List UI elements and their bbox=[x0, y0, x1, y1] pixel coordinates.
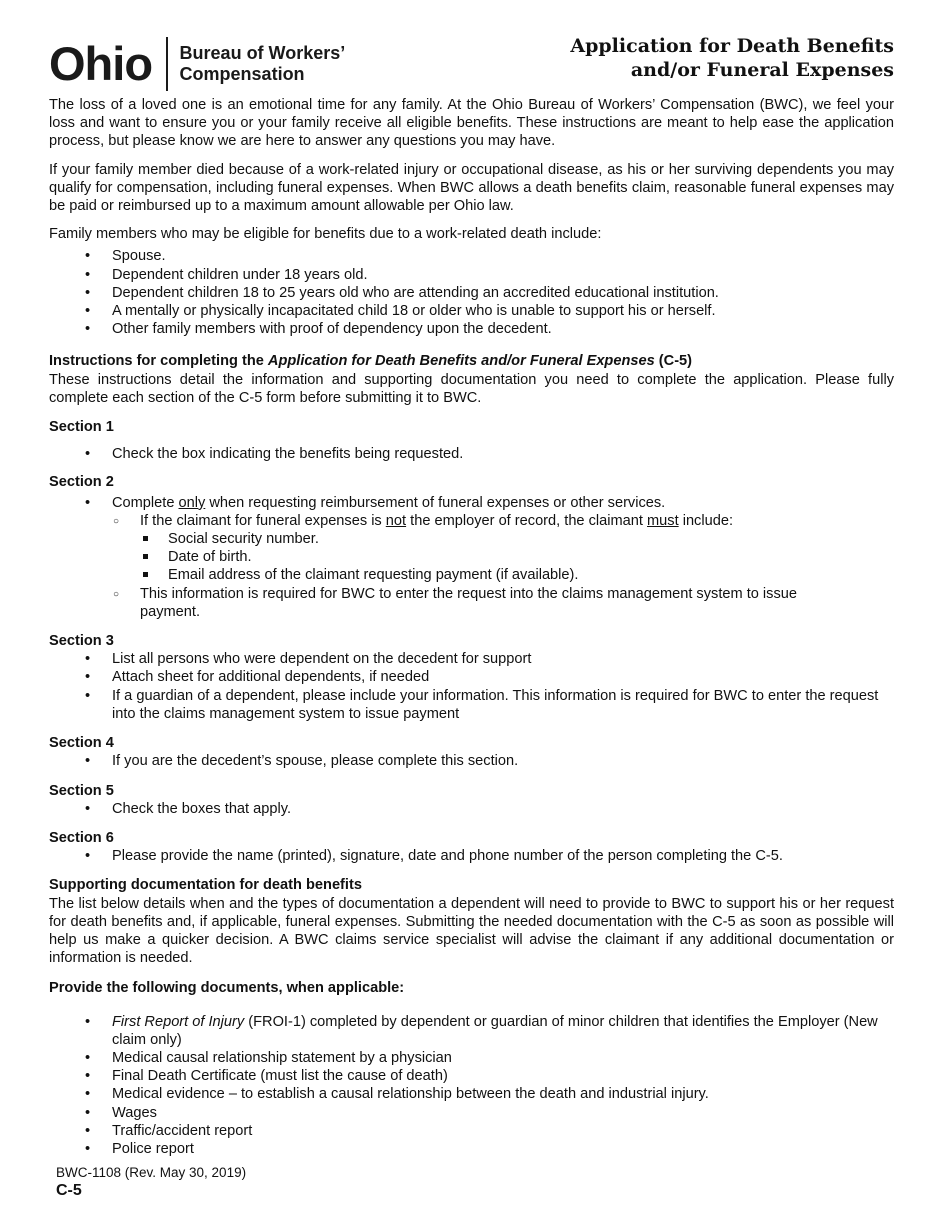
list-item: • If a guardian of a dependent, please include your information. This information is required for BWC to enter the request into the claims management system to issue payment bbox=[49, 687, 894, 723]
list-item: • Final Death Certificate (must list the cause of death) bbox=[49, 1067, 894, 1085]
list-item: • Medical evidence – to establish a causal relationship between the death and industrial injury. bbox=[49, 1085, 894, 1103]
intro-paragraph-1: The loss of a loved one is an emotional time for any family. At the Ohio Bureau of Workers’ Compensation (BWC), we feel your loss and want to ensure you or your family receive all eligible benefits. These instructions are meant to help ease the application process, but please know we are here to answer any questions you may have. bbox=[49, 97, 894, 150]
eligible-list bbox=[49, 247, 894, 338]
section-6-list bbox=[49, 847, 894, 865]
list-item: Date of birth. bbox=[49, 548, 894, 566]
instructions-body: These instructions detail the information and supporting documentation you need to complete the application. Please fully complete each section of the C-5 form before submitting it to BWC. bbox=[49, 371, 894, 406]
section-5-list bbox=[49, 800, 894, 818]
section-1-list bbox=[49, 445, 894, 463]
section-4-title: Section 4 bbox=[49, 735, 114, 752]
list-item: Email address of the claimant requesting payment (if available). bbox=[49, 566, 894, 584]
list-item: • Dependent children under 18 years old. bbox=[49, 266, 894, 284]
list-item: • List all persons who were dependent on the decedent for support bbox=[49, 650, 894, 668]
section-3-title: Section 3 bbox=[49, 633, 114, 650]
logo-bureau-name: Bureau of Workers’ Compensation bbox=[179, 43, 346, 84]
intro-paragraph-2: If your family member died because of a work-related injury or occupational disease, as his or her surviving dependents you may qualify for compensation, including funeral expenses. When BWC allows a death benefits claim, reasonable funeral expenses may be paid or reimbursed up to a maximum amount allowable per Ohio law. bbox=[49, 161, 894, 215]
list-item: • If you are the decedent’s spouse, please complete this section. bbox=[49, 752, 894, 770]
list-item: • Attach sheet for additional dependents, if needed bbox=[49, 668, 894, 686]
section-2-list bbox=[49, 494, 894, 512]
list-item: • A mentally or physically incapacitated child 18 or older who is unable to support his or herself. bbox=[49, 302, 894, 320]
list-item: • Medical causal relationship statement by a physician bbox=[49, 1049, 894, 1067]
section-2-note bbox=[49, 585, 894, 621]
document-page bbox=[49, 0, 894, 1166]
section-2-sublist bbox=[49, 512, 894, 530]
list-item: • Traffic/accident report bbox=[49, 1122, 894, 1140]
provide-heading: Provide the following documents, when applicable: bbox=[49, 980, 405, 997]
list-item: ○ This information is required for BWC to enter the request into the claims management system to issue payment. bbox=[49, 585, 844, 621]
documents-list bbox=[49, 1013, 894, 1159]
list-item: • Wages bbox=[49, 1104, 894, 1122]
section-1-title: Section 1 bbox=[49, 419, 114, 436]
list-item: • Dependent children 18 to 25 years old who are attending an accredited educational institution. bbox=[49, 284, 894, 302]
list-item: • Please provide the name (printed), signature, date and phone number of the person completing the C-5. bbox=[49, 847, 894, 865]
list-item: • Spouse. bbox=[49, 247, 894, 265]
list-item: • First Report of Injury (FROI-1) completed by dependent or guardian of minor children that identifies the Employer (New claim only) bbox=[49, 1013, 894, 1049]
list-item: • Check the boxes that apply. bbox=[49, 800, 894, 818]
section-6-title: Section 6 bbox=[49, 829, 114, 846]
form-id: C-5 bbox=[56, 1182, 82, 1199]
section-3-list bbox=[49, 650, 894, 723]
instructions-heading: Instructions for completing the Application for Death Benefits and/or Funeral Expenses (C-5) bbox=[49, 353, 693, 370]
logo-wordmark: Ohio bbox=[49, 37, 153, 90]
ohio-bwc-logo bbox=[49, 36, 345, 92]
section-5-title: Section 5 bbox=[49, 782, 114, 799]
list-item: • Police report bbox=[49, 1140, 894, 1158]
page-header bbox=[49, 0, 894, 96]
section-4-list bbox=[49, 752, 894, 770]
supporting-body: The list below details when and the types of documentation a dependent will need to provide to BWC to support his or her request for death benefits and, if applicable, funeral expenses. Submitting the needed documentation with the C-5 as soon as possible will help us make a quicker decision. A BWC claims service specialist will advise the claimant if any additional documentation or information is needed. bbox=[49, 895, 894, 967]
form-number: BWC-1108 (Rev. May 30, 2019) bbox=[56, 1165, 247, 1180]
list-item: Social security number. bbox=[49, 530, 894, 548]
document-title: Application for Death Benefits and/or Funeral Expenses bbox=[570, 35, 894, 81]
section-2-title: Section 2 bbox=[49, 474, 114, 491]
eligible-lead: Family members who may be eligible for benefits due to a work-related death include: bbox=[49, 226, 602, 243]
supporting-heading: Supporting documentation for death benefits bbox=[49, 877, 362, 894]
list-item: ○ If the claimant for funeral expenses is not the employer of record, the claimant must include: bbox=[49, 512, 894, 530]
list-item: • Complete only when requesting reimbursement of funeral expenses or other services. bbox=[49, 494, 894, 512]
list-item: • Other family members with proof of dependency upon the decedent. bbox=[49, 320, 894, 338]
logo-divider bbox=[166, 37, 168, 91]
section-2-subsublist bbox=[49, 530, 894, 585]
list-item: • Check the box indicating the benefits being requested. bbox=[49, 445, 894, 463]
